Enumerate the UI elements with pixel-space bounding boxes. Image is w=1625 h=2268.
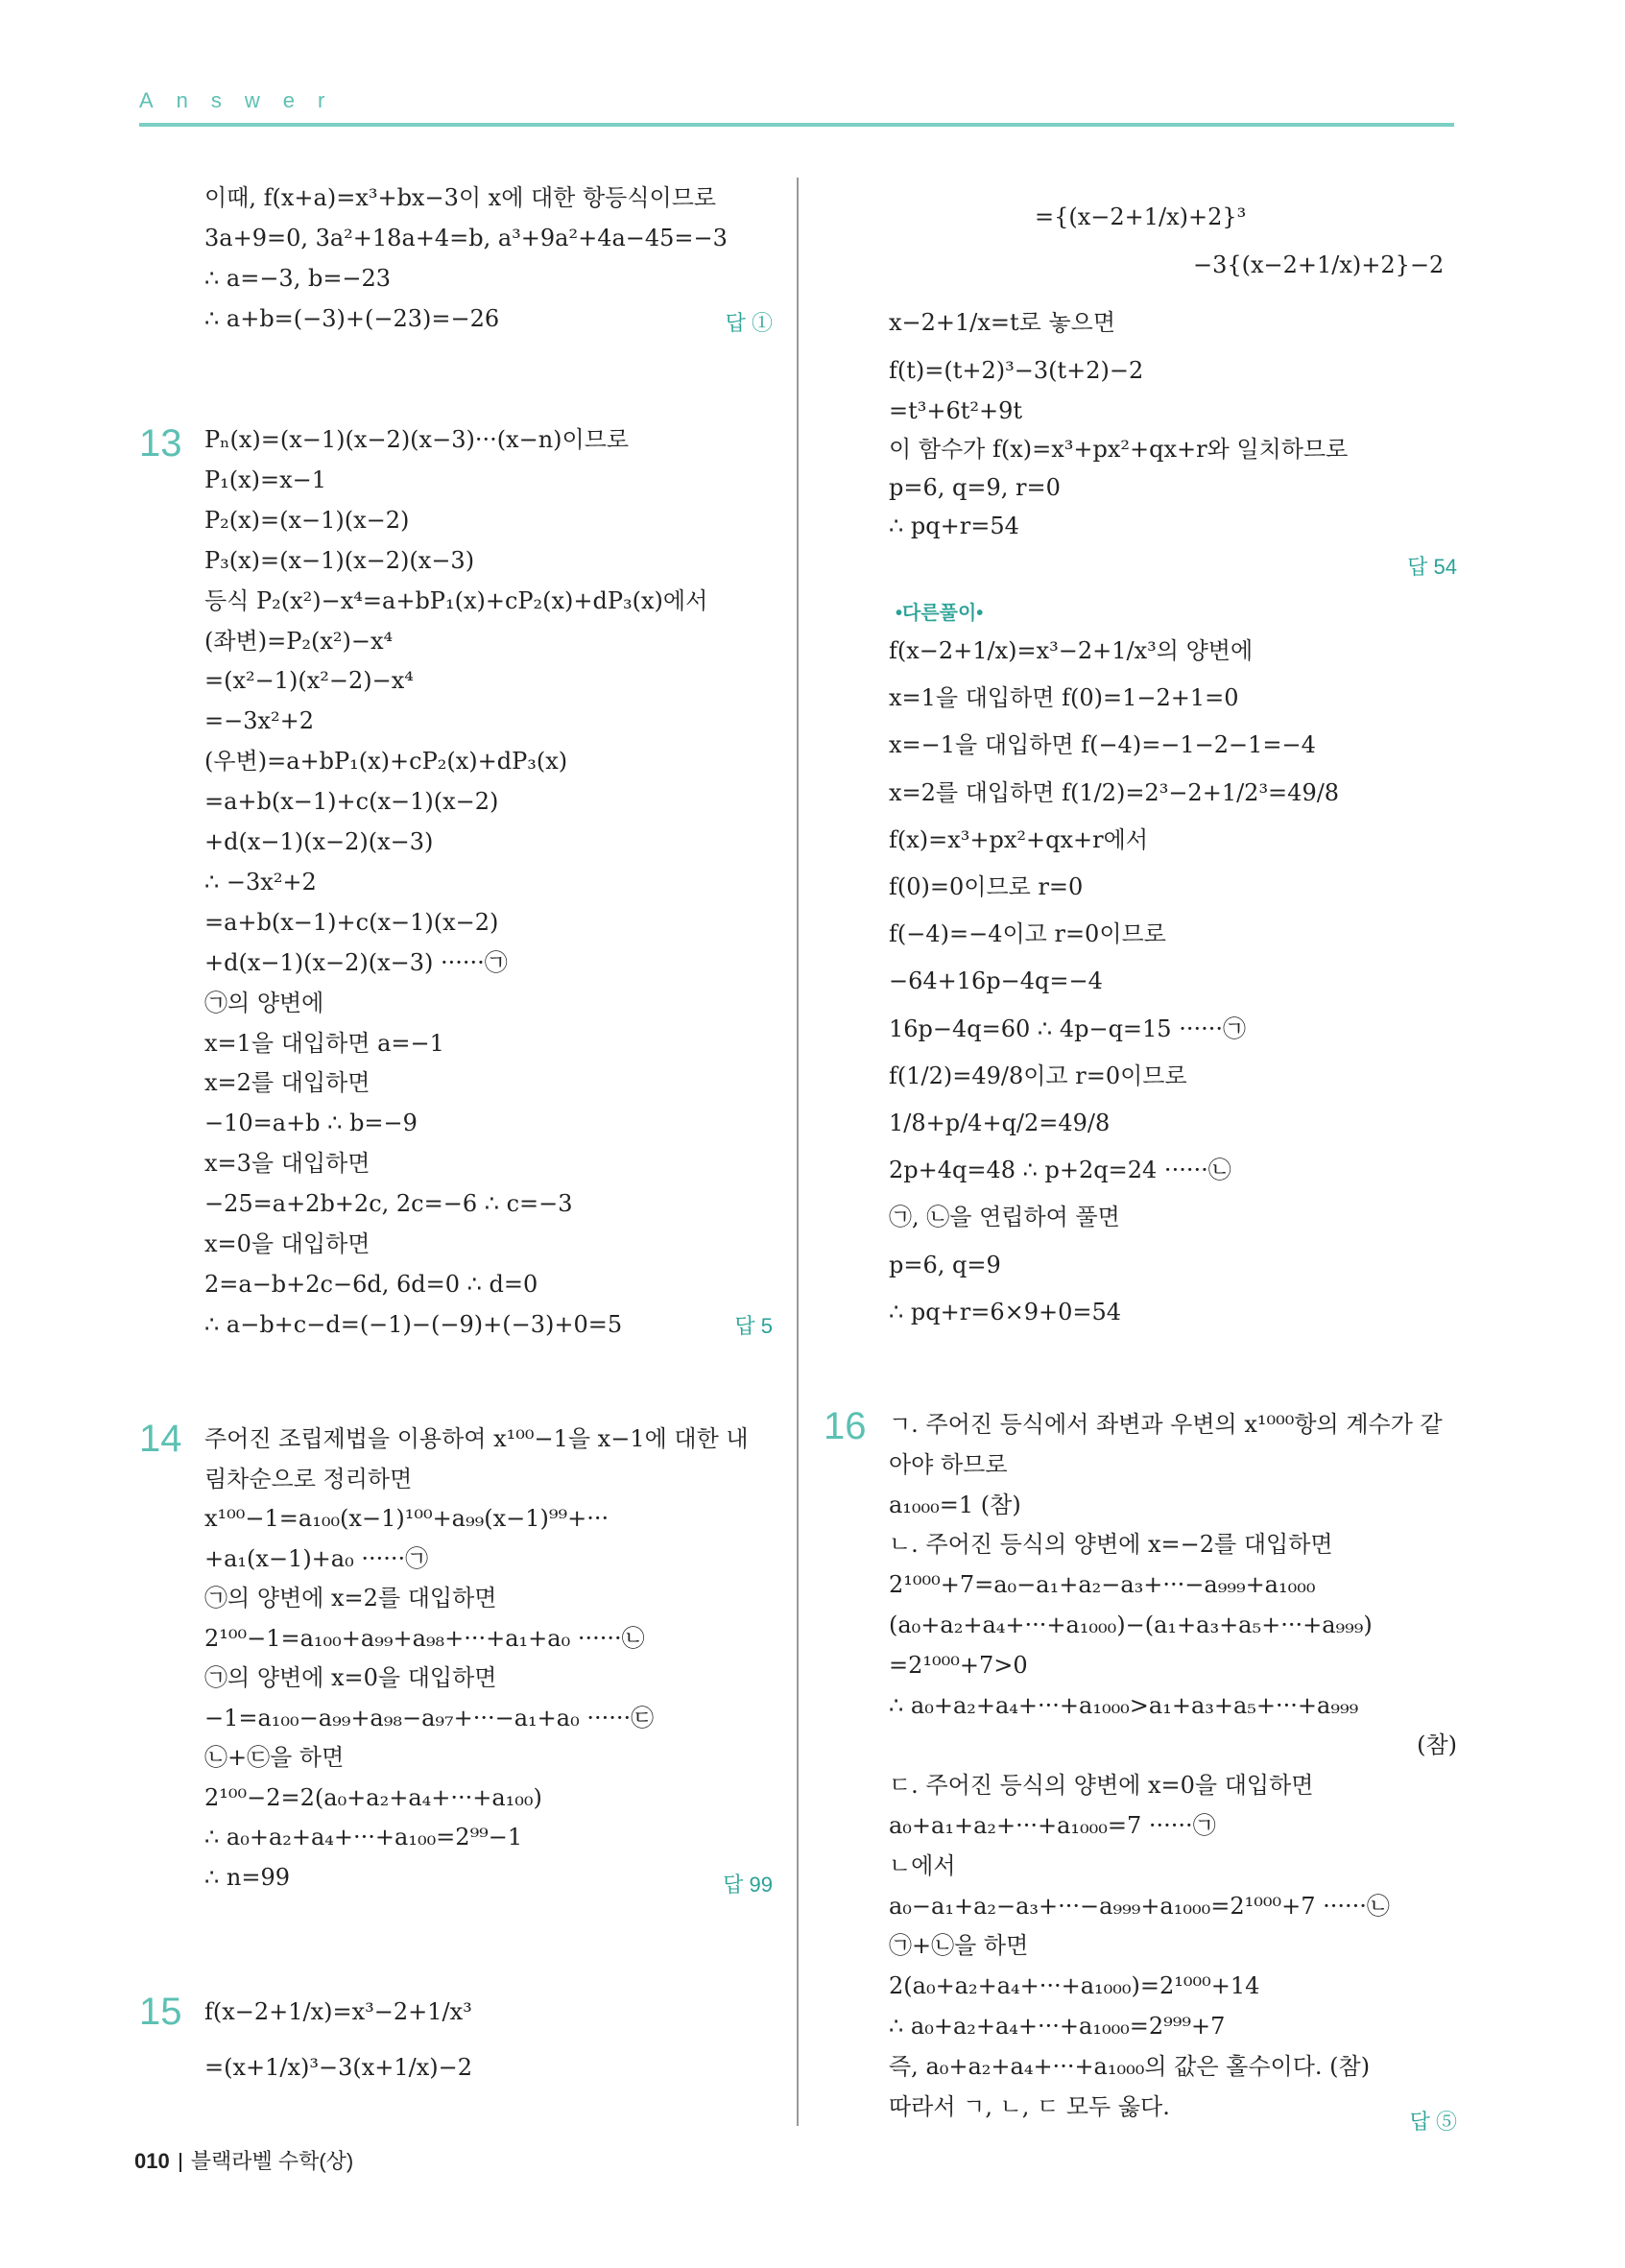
text-line: a₀+a₁+a₂+···+a₁₀₀₀=7 ······㉠ [889, 1812, 1216, 1839]
problem-number: 15 [139, 1991, 182, 2033]
text-line: 2¹⁰⁰⁰+7=a₀−a₁+a₂−a₃+···−a₉₉₉+a₁₀₀₀ [889, 1571, 1316, 1599]
text-line: f(x−2+1/x)=x³−2+1/x³ [204, 1998, 472, 2025]
text-line: 등식 P₂(x²)−x⁴=a+bP₁(x)+cP₂(x)+dP₃(x)에서 [204, 586, 708, 614]
problem-number: 14 [139, 1418, 182, 1460]
text-line: −10=a+b ∴ b=−9 [204, 1110, 418, 1137]
page-header-label: Answer [139, 88, 348, 112]
text-line: ㄱ. 주어진 등식에서 좌변과 우변의 x¹⁰⁰⁰항의 계수가 같 [889, 1411, 1443, 1438]
text-line: =(x²−1)(x²−2)−x⁴ [204, 667, 414, 695]
text-line: ㉠, ㉡을 연립하여 풀면 [889, 1204, 1120, 1231]
text-line: P₁(x)=x−1 [204, 466, 327, 493]
text-line: 이때, f(x+a)=x³+bx−3이 x에 대한 항등식이므로 [204, 184, 717, 211]
answer-label: 답 ⑤ [1409, 2110, 1457, 2134]
text-line: ∴ a₀+a₂+a₄+···+a₁₀₀₀=2⁹⁹⁹+7 [889, 2013, 1226, 2040]
text-line: ∴ a₀+a₂+a₄+···+a₁₀₀=2⁹⁹−1 [204, 1824, 523, 1850]
text-line: ∴ a+b=(−3)+(−23)=−26 [204, 305, 500, 332]
text-line: +d(x−1)(x−2)(x−3) [204, 828, 434, 855]
text-line: 1/8+p/4+q/2=49/8 [889, 1110, 1111, 1136]
text-line: 2(a₀+a₂+a₄+···+a₁₀₀₀)=2¹⁰⁰⁰+14 [889, 1972, 1260, 2000]
book-title: 블랙라벨 수학(상) [190, 2149, 354, 2173]
text-line: ㉠+㉡을 하면 [889, 1932, 1029, 1960]
text-line: =a+b(x−1)+c(x−1)(x−2) [204, 788, 499, 816]
text-line: a₁₀₀₀=1 (참) [889, 1491, 1021, 1518]
text-line: x−2+1/x=t로 놓으면 [889, 309, 1116, 336]
text-line: x=−1을 대입하면 f(−4)=−1−2−1=−4 [889, 731, 1316, 759]
text-line: x¹⁰⁰−1=a₁₀₀(x−1)¹⁰⁰+a₉₉(x−1)⁹⁹+··· [204, 1505, 609, 1532]
answer-label: 답 ① [725, 311, 773, 335]
text-line: 즉, a₀+a₂+a₄+···+a₁₀₀₀의 값은 홀수이다. (참) [889, 2052, 1371, 2080]
text-line: ㉠의 양변에 x=2를 대입하면 [204, 1585, 497, 1611]
text-line: ∴ pq+r=54 [889, 513, 1019, 539]
answer-label: 답 54 [1407, 555, 1457, 579]
problem-number: 13 [139, 422, 182, 465]
text-line: p=6, q=9 [889, 1251, 1001, 1278]
answer-label: 답 5 [734, 1314, 773, 1338]
text-line: =t³+6t²+9t [889, 397, 1023, 424]
text-line: 2¹⁰⁰−2=2(a₀+a₂+a₄+···+a₁₀₀) [204, 1783, 542, 1811]
footer-separator [179, 2153, 181, 2172]
text-line: 이 함수가 f(x)=x³+px²+qx+r와 일치하므로 [889, 436, 1349, 463]
text-line: 따라서 ㄱ, ㄴ, ㄷ 모두 옳다. [889, 2092, 1170, 2120]
text-line: P₂(x)=(x−1)(x−2) [204, 506, 410, 534]
text-line: ={(x−2+1/x)+2}³ [1035, 203, 1247, 230]
text-line: ㉡+㉢을 하면 [204, 1744, 345, 1771]
text-line: =−3x²+2 [204, 707, 315, 735]
text-line: 주어진 조립제법을 이용하여 x¹⁰⁰−1을 x−1에 대한 내 [204, 1425, 749, 1452]
text-line: ∴ a−b+c−d=(−1)−(−9)+(−3)+0=5 [204, 1310, 623, 1338]
text-line: −25=a+2b+2c, 2c=−6 ∴ c=−3 [204, 1190, 573, 1218]
text-line: f(−4)=−4이고 r=0이므로 [889, 920, 1166, 948]
header-rule [139, 123, 1454, 127]
text-line: x=2를 대입하면 f(1/2)=2³−2+1/2³=49/8 [889, 778, 1340, 806]
text-line: ㉠의 양변에 x=0을 대입하면 [204, 1664, 497, 1691]
text-line: x=0을 대입하면 [204, 1230, 370, 1257]
text-line: (참) [1417, 1731, 1457, 1759]
text-line: a₀−a₁+a₂−a₃+···−a₉₉₉+a₁₀₀₀=2¹⁰⁰⁰+7 ······㉡ [889, 1892, 1390, 1920]
text-line: P₃(x)=(x−1)(x−2)(x−3) [204, 546, 475, 574]
text-line: ∴ a₀+a₂+a₄+···+a₁₀₀₀>a₁+a₃+a₅+···+a₉₉₉ [889, 1691, 1359, 1719]
text-line: f(0)=0이므로 r=0 [889, 873, 1084, 900]
text-line: (우변)=a+bP₁(x)+cP₂(x)+dP₃(x) [204, 748, 568, 776]
text-line: =2¹⁰⁰⁰+7>0 [889, 1651, 1028, 1679]
text-line: −3{(x−2+1/x)+2}−2 [1193, 251, 1445, 278]
text-line: f(t)=(t+2)³−3(t+2)−2 [889, 357, 1144, 384]
text-line: Pₙ(x)=(x−1)(x−2)(x−3)···(x−n)이므로 [204, 426, 630, 453]
text-line: 2p+4q=48 ∴ p+2q=24 ······㉡ [889, 1157, 1231, 1184]
answer-label: 답 99 [723, 1873, 773, 1897]
text-line: +a₁(x−1)+a₀ ······㉠ [204, 1544, 429, 1572]
text-line: x=3을 대입하면 [204, 1150, 370, 1178]
problem-number: 16 [824, 1405, 867, 1447]
text-line: 2=a−b+2c−6d, 6d=0 ∴ d=0 [204, 1270, 538, 1298]
text-line: f(x−2+1/x)=x³−2+1/x³의 양변에 [889, 637, 1254, 664]
text-line: 3a+9=0, 3a²+18a+4=b, a³+9a²+4a−45=−3 [204, 225, 728, 251]
text-line: (a₀+a₂+a₄+···+a₁₀₀₀)−(a₁+a₃+a₅+···+a₉₉₉) [889, 1611, 1373, 1638]
text-line: x=1을 대입하면 a=−1 [204, 1029, 444, 1057]
text-line: +d(x−1)(x−2)(x−3) ······㉠ [204, 948, 508, 976]
text-line: 아야 하므로 [889, 1450, 1008, 1478]
text-line: ∴ −3x²+2 [204, 868, 317, 895]
text-line: ㄴ에서 [889, 1851, 956, 1879]
text-line: 16p−4q=60 ∴ 4p−q=15 ······㉠ [889, 1015, 1246, 1042]
text-line: x=1을 대입하면 f(0)=1−2+1=0 [889, 684, 1239, 712]
text-line: (좌변)=P₂(x²)−x⁴ [204, 627, 394, 655]
text-line: ㄷ. 주어진 등식의 양변에 x=0을 대입하면 [889, 1772, 1314, 1800]
text-line: p=6, q=9, r=0 [889, 474, 1061, 501]
text-line: −1=a₁₀₀−a₉₉+a₉₈−a₉₇+···−a₁+a₀ ······㉢ [204, 1704, 655, 1731]
text-line: ㄴ. 주어진 등식의 양변에 x=−2를 대입하면 [889, 1531, 1333, 1559]
page-footer [134, 2145, 353, 2175]
text-line: −64+16p−4q=−4 [889, 967, 1103, 995]
alt-solution-tag: •다른풀이• [896, 603, 984, 624]
column-divider [797, 178, 799, 2126]
text-line: f(x)=x³+px²+qx+r에서 [889, 825, 1148, 853]
text-line: 림차순으로 정리하면 [204, 1465, 413, 1492]
text-line: ∴ a=−3, b=−23 [204, 265, 392, 292]
page-number: 010 [134, 2149, 170, 2173]
text-line: ∴ n=99 [204, 1863, 291, 1891]
text-line: x=2를 대입하면 [204, 1069, 370, 1097]
text-line: =a+b(x−1)+c(x−1)(x−2) [204, 908, 499, 936]
text-line: ㉠의 양변에 [204, 989, 324, 1016]
text-line: =(x+1/x)³−3(x+1/x)−2 [204, 2054, 473, 2081]
text-line: 2¹⁰⁰−1=a₁₀₀+a₉₉+a₉₈+···+a₁+a₀ ······㉡ [204, 1624, 645, 1652]
text-line: ∴ pq+r=6×9+0=54 [889, 1298, 1121, 1325]
text-line: f(1/2)=49/8이고 r=0이므로 [889, 1062, 1187, 1089]
